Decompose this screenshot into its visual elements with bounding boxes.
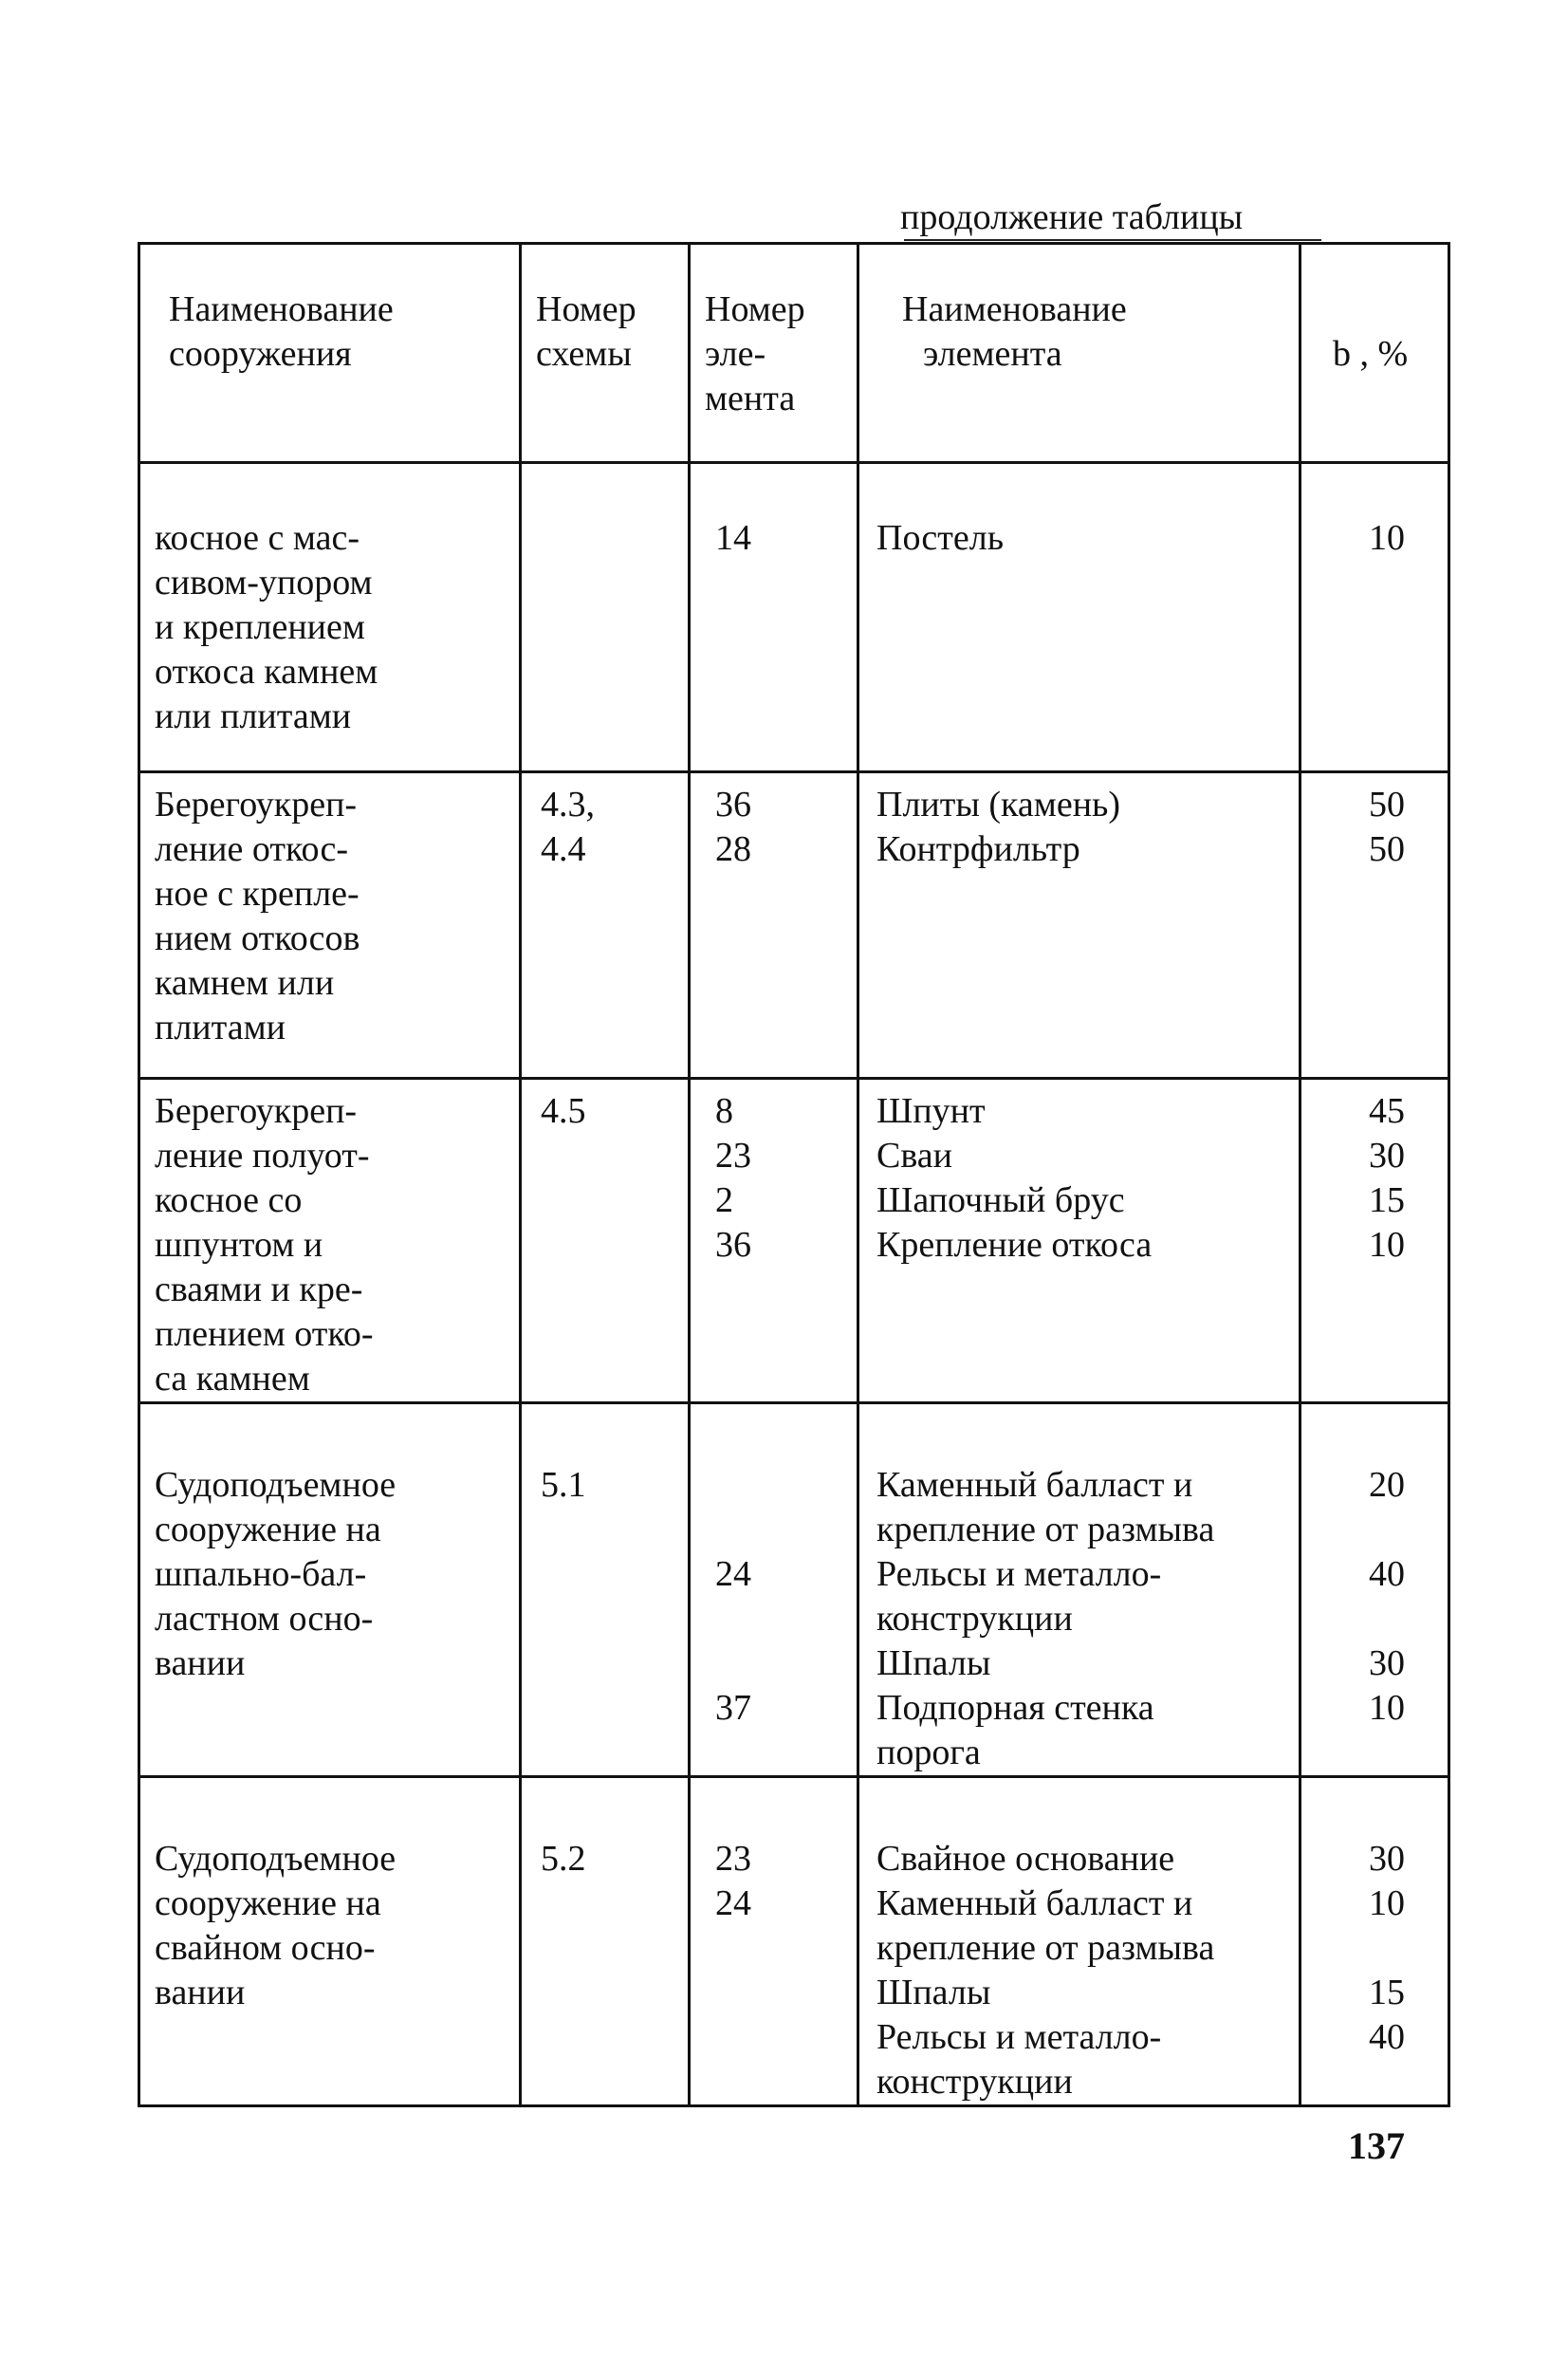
cell-structure-name bbox=[139, 1079, 521, 1403]
b-percent-value: 30 bbox=[1369, 1136, 1405, 1176]
element-name-line: Шпалы bbox=[876, 1973, 991, 2012]
table-row bbox=[139, 1777, 1449, 2106]
cell-element-number bbox=[690, 1777, 858, 2106]
element-number-value: 36 bbox=[715, 1225, 751, 1265]
element-number-value: 2 bbox=[715, 1180, 733, 1220]
element-name-line: Сваи bbox=[876, 1136, 952, 1176]
element-name-line: Подпорная стенка bbox=[876, 1688, 1154, 1728]
element-number-value: 37 bbox=[715, 1688, 751, 1728]
element-number-value bbox=[715, 1926, 852, 1971]
b-percent-value: 15 bbox=[1369, 1180, 1405, 1220]
b-percent-value: 10 bbox=[1369, 518, 1405, 558]
cell-element-number bbox=[690, 463, 858, 772]
header-line: мента bbox=[705, 379, 796, 418]
element-name-line: Контрфильтр bbox=[876, 829, 1080, 869]
cell-scheme-number bbox=[521, 1777, 690, 2106]
b-percent-value bbox=[1301, 1597, 1405, 1641]
b-percent-value bbox=[1301, 1731, 1405, 1775]
structure-line: свайном осно- bbox=[155, 1928, 376, 1968]
cell-structure-name bbox=[139, 463, 521, 772]
cell-b-percent bbox=[1301, 772, 1449, 1079]
b-percent-value: 10 bbox=[1369, 1688, 1405, 1728]
b-percent-value bbox=[1301, 1926, 1405, 1971]
cell-element-name bbox=[858, 1777, 1301, 2106]
table-continuation-caption: продолжение таблицы bbox=[900, 197, 1244, 237]
structure-line: са камнем bbox=[155, 1359, 310, 1399]
structure-line: Судоподъемное bbox=[155, 1839, 397, 1879]
cell-scheme-number bbox=[521, 1403, 690, 1777]
structure-line: косное с мас- bbox=[155, 518, 360, 558]
element-name-line: Каменный балласт и bbox=[876, 1883, 1193, 1923]
element-name-line: Постель bbox=[876, 518, 1005, 558]
structure-line: нием откосов bbox=[155, 918, 360, 958]
table-row bbox=[139, 1403, 1449, 1777]
header-line: элемента bbox=[923, 334, 1062, 374]
header-element-name bbox=[858, 244, 1301, 463]
structure-line: сооружение на bbox=[155, 1510, 381, 1549]
cell-b-percent bbox=[1301, 463, 1449, 772]
cell-element-name bbox=[858, 1079, 1301, 1403]
structure-line: ление полуот- bbox=[155, 1136, 370, 1176]
cell-b-percent bbox=[1301, 1079, 1449, 1403]
structure-line: вании bbox=[155, 1643, 246, 1683]
structure-line: и креплением bbox=[155, 607, 365, 647]
header-scheme-number bbox=[521, 244, 690, 463]
element-name-line: Шапочный брус bbox=[876, 1180, 1125, 1220]
element-number-value bbox=[715, 2060, 852, 2104]
table-row bbox=[139, 772, 1449, 1079]
b-percent-value: 10 bbox=[1369, 1883, 1405, 1923]
header-line: Номер bbox=[536, 289, 636, 329]
element-number-value bbox=[715, 2015, 852, 2060]
element-name-line: Рельсы и металло- bbox=[876, 2017, 1162, 2057]
table-row bbox=[139, 1079, 1449, 1403]
structure-line: косное со bbox=[155, 1180, 303, 1220]
element-name-line: Крепление откоса bbox=[876, 1225, 1153, 1265]
structure-line: ластном осно- bbox=[155, 1599, 374, 1639]
structure-line: или плитами bbox=[155, 696, 352, 736]
structure-line: плитами bbox=[155, 1008, 286, 1047]
structure-line: камнем или bbox=[155, 963, 335, 1003]
element-number-value: 24 bbox=[715, 1554, 751, 1594]
header-line: Наименование bbox=[902, 289, 1127, 329]
structure-line: сваями и кре- bbox=[155, 1270, 363, 1309]
element-name-line: конструкции bbox=[876, 2062, 1073, 2102]
header-line: сооружения bbox=[169, 334, 352, 374]
cell-element-name bbox=[858, 463, 1301, 772]
header-line: схемы bbox=[536, 334, 632, 374]
structure-line: плением отко- bbox=[155, 1314, 374, 1354]
element-number-value bbox=[715, 1731, 852, 1775]
b-percent-value bbox=[1301, 2060, 1405, 2104]
cell-structure-name bbox=[139, 772, 521, 1079]
element-number-value bbox=[715, 1463, 852, 1508]
structure-line: ление откос- bbox=[155, 829, 348, 869]
cell-scheme-number bbox=[521, 772, 690, 1079]
cell-b-percent bbox=[1301, 1777, 1449, 2106]
b-percent-value: 30 bbox=[1369, 1839, 1405, 1879]
element-number-value: 28 bbox=[715, 829, 751, 869]
structure-line: шпунтом и bbox=[155, 1225, 323, 1265]
element-number-value: 14 bbox=[715, 518, 751, 558]
structure-line: Берегоукреп- bbox=[155, 1091, 358, 1131]
element-name-line: Рельсы и металло- bbox=[876, 1554, 1162, 1594]
scheme-value: 5.2 bbox=[541, 1839, 586, 1879]
structure-line: Судоподъемное bbox=[155, 1465, 397, 1505]
element-name-line: Шпалы bbox=[876, 1643, 991, 1683]
element-name-line: крепление от размыва bbox=[876, 1510, 1215, 1549]
cell-structure-name bbox=[139, 1777, 521, 2106]
b-percent-value: 10 bbox=[1369, 1225, 1405, 1265]
cell-b-percent bbox=[1301, 1403, 1449, 1777]
b-percent-value: 40 bbox=[1369, 2017, 1405, 2057]
cell-element-number bbox=[690, 772, 858, 1079]
scheme-value bbox=[541, 516, 683, 561]
header-line: эле- bbox=[705, 334, 766, 374]
header-line: b , % bbox=[1333, 334, 1409, 374]
element-name-line: Шпунт bbox=[876, 1091, 986, 1131]
scheme-value: 5.1 bbox=[541, 1465, 586, 1505]
structure-line: сивом-упором bbox=[155, 563, 373, 602]
scheme-value: 4.3, bbox=[541, 785, 595, 825]
page-number: 137 bbox=[1348, 2124, 1405, 2167]
b-percent-value: 40 bbox=[1369, 1554, 1405, 1594]
structure-line: вании bbox=[155, 1973, 246, 2012]
header-b-percent bbox=[1301, 244, 1449, 463]
structure-line: сооружение на bbox=[155, 1883, 381, 1923]
table-row bbox=[139, 463, 1449, 772]
structure-line: откоса камнем bbox=[155, 652, 378, 692]
structure-line: Берегоукреп- bbox=[155, 785, 358, 825]
structure-line: шпально-бал- bbox=[155, 1554, 367, 1594]
element-number-value bbox=[715, 1971, 852, 2015]
element-number-value: 36 bbox=[715, 785, 751, 825]
cell-structure-name bbox=[139, 1403, 521, 1777]
cell-element-name bbox=[858, 772, 1301, 1079]
structure-line: ное с крепле- bbox=[155, 874, 360, 914]
b-percent-value bbox=[1301, 1508, 1405, 1552]
element-name-line: Каменный балласт и bbox=[876, 1465, 1193, 1505]
element-number-value: 8 bbox=[715, 1091, 733, 1131]
element-number-value bbox=[715, 1508, 852, 1552]
cell-scheme-number bbox=[521, 1079, 690, 1403]
element-name-line: Плиты (камень) bbox=[876, 785, 1121, 825]
element-number-value bbox=[715, 1641, 852, 1686]
table-header-row bbox=[139, 244, 1449, 463]
element-number-value: 23 bbox=[715, 1839, 751, 1879]
element-name-line: порога bbox=[876, 1733, 981, 1772]
b-percent-value: 30 bbox=[1369, 1643, 1405, 1683]
b-percent-value: 50 bbox=[1369, 829, 1405, 869]
b-percent-value: 15 bbox=[1369, 1973, 1405, 2012]
element-number-value: 24 bbox=[715, 1883, 751, 1923]
element-number-value bbox=[715, 1597, 852, 1641]
structures-table bbox=[138, 242, 1450, 2107]
header-line: Номер bbox=[705, 289, 805, 329]
caption-underline bbox=[904, 239, 1321, 241]
cell-scheme-number bbox=[521, 463, 690, 772]
element-name-line: Свайное основание bbox=[876, 1839, 1175, 1879]
scheme-value: 4.4 bbox=[541, 829, 586, 869]
cell-element-number bbox=[690, 1079, 858, 1403]
b-percent-value: 20 bbox=[1369, 1465, 1405, 1505]
b-percent-value: 50 bbox=[1369, 785, 1405, 825]
element-number-value: 23 bbox=[715, 1136, 751, 1176]
header-line: Наименование bbox=[169, 289, 394, 329]
element-name-line: крепление от размыва bbox=[876, 1928, 1215, 1968]
cell-element-name bbox=[858, 1403, 1301, 1777]
scheme-value: 4.5 bbox=[541, 1091, 586, 1131]
header-structure-name bbox=[139, 244, 521, 463]
cell-element-number bbox=[690, 1403, 858, 1777]
element-name-line: конструкции bbox=[876, 1599, 1073, 1639]
b-percent-value: 45 bbox=[1369, 1091, 1405, 1131]
header-element-number bbox=[690, 244, 858, 463]
